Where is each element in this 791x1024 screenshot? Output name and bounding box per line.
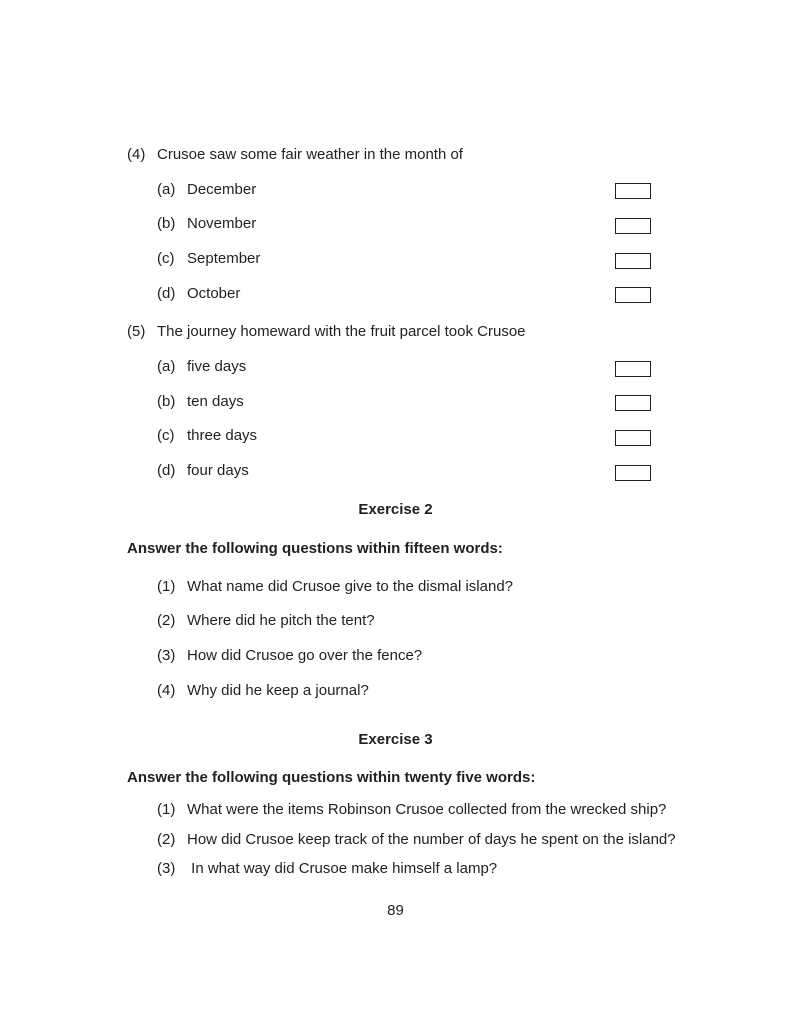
question-text: How did Crusoe keep track of the number of days he spent on the island? — [187, 831, 676, 848]
page-number: 89 — [387, 902, 404, 919]
answer-checkbox[interactable] — [615, 361, 651, 377]
option-label: (a) — [157, 181, 176, 198]
question-number: (3) — [157, 647, 176, 664]
option-text: September — [187, 250, 261, 267]
answer-checkbox[interactable] — [615, 218, 651, 234]
question-number: (1) — [157, 578, 176, 595]
answer-checkbox[interactable] — [615, 395, 651, 411]
exercise-2-title: Exercise 2 — [358, 501, 433, 518]
answer-checkbox[interactable] — [615, 253, 651, 269]
option-label: (c) — [157, 250, 175, 267]
question-text: How did Crusoe go over the fence? — [187, 647, 423, 664]
option-text: October — [187, 285, 241, 302]
answer-checkbox[interactable] — [615, 183, 651, 199]
question-text: In what way did Crusoe make himself a lamp? — [187, 860, 498, 877]
question-text: What were the items Robinson Crusoe collected from the wrecked ship? — [187, 801, 667, 818]
question-number: (4) — [127, 146, 146, 163]
option-label: (a) — [157, 358, 176, 375]
question-number: (4) — [157, 682, 176, 699]
exercise-3-title: Exercise 3 — [358, 731, 433, 748]
question-text: The journey homeward with the fruit parcel took Crusoe — [157, 323, 526, 340]
answer-checkbox[interactable] — [615, 465, 651, 481]
exercise-3-instruction: Answer the following questions within twenty five words: — [127, 769, 536, 786]
answer-checkbox[interactable] — [615, 287, 651, 303]
exercise-2-instruction: Answer the following questions within fifteen words: — [127, 540, 503, 557]
question-number: (3) — [157, 860, 176, 877]
option-label: (c) — [157, 427, 175, 444]
option-text: three days — [187, 427, 258, 444]
question-number: (2) — [157, 612, 176, 629]
option-label: (b) — [157, 393, 176, 410]
option-text: November — [187, 215, 257, 232]
answer-checkbox[interactable] — [615, 430, 651, 446]
option-label: (b) — [157, 215, 176, 232]
question-number: (1) — [157, 801, 176, 818]
question-number: (2) — [157, 831, 176, 848]
question-text: Where did he pitch the tent? — [187, 612, 375, 629]
option-text: ten days — [187, 393, 244, 410]
option-text: four days — [187, 462, 249, 479]
option-label: (d) — [157, 462, 176, 479]
question-text: What name did Crusoe give to the dismal island? — [187, 578, 514, 595]
question-number: (5) — [127, 323, 146, 340]
option-text: five days — [187, 358, 247, 375]
option-label: (d) — [157, 285, 176, 302]
option-text: December — [187, 181, 257, 198]
question-text: Why did he keep a journal? — [187, 682, 369, 699]
question-text: Crusoe saw some fair weather in the month of — [157, 146, 463, 163]
